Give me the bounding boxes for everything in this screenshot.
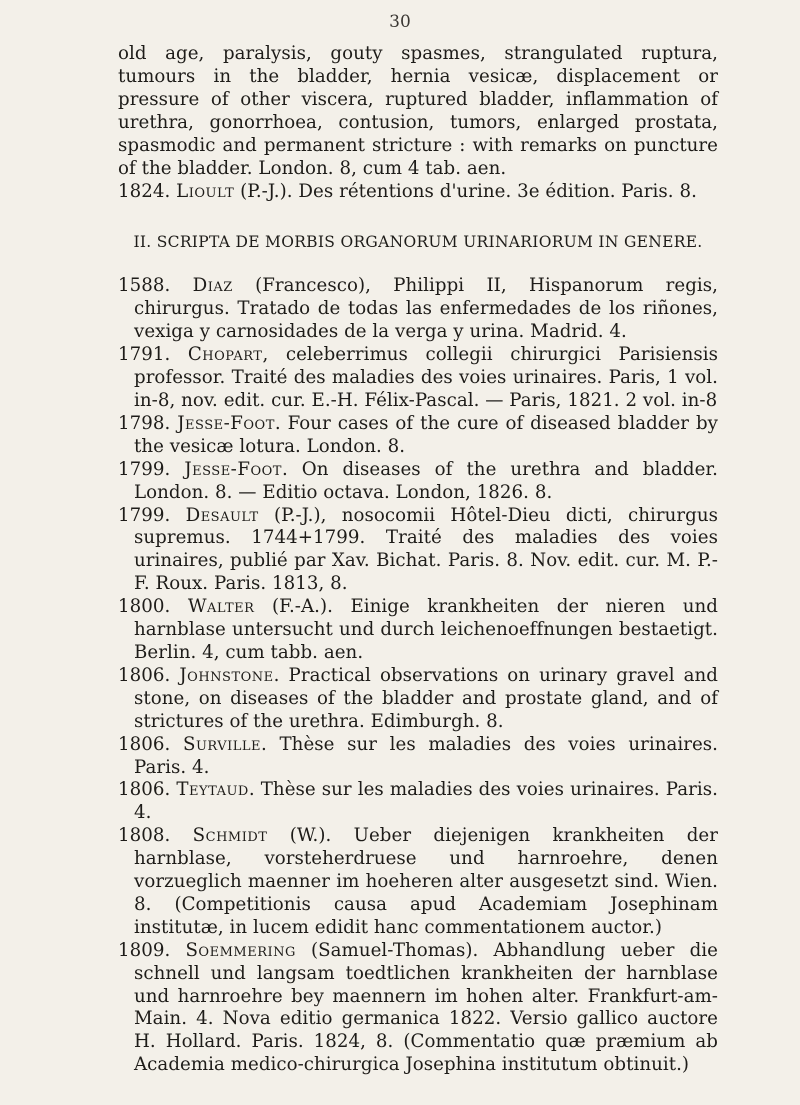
- entry-text: . Four cases of the cure of diseased bladder by the vesicæ lotura. London. 8.: [134, 412, 718, 457]
- entry-text: . Thèse sur les maladies des voies urinaires. Paris. 4.: [134, 733, 718, 778]
- bibliography-entry: [118, 181, 718, 204]
- entry-year: 1806.: [118, 733, 171, 755]
- bibliography-entry: [118, 734, 718, 780]
- entry-year: 1824.: [118, 180, 171, 202]
- bibliography-entry: [118, 413, 718, 459]
- entry-text: , celeberrimus collegii chirurgici Parisiensis professor. Traité des maladies des voies urinaires. Paris, 1 vol. in-8, nov. edit. cur. E.-H. Félix-Pascal. — Paris, 1821. 2 vol. in-8: [134, 344, 718, 411]
- entry-author: Teytaud: [176, 779, 249, 801]
- entry-text: . Practical observations on urinary gravel and stone, on diseases of the bladder and prostate gland, and of strictures of the urethra. Edimburgh. 8.: [134, 664, 718, 732]
- entry-author: Walter: [187, 596, 255, 618]
- entry-text: (P.-J.). Des rétentions d'urine. 3e édition. Paris. 8.: [234, 180, 697, 202]
- section-heading: [118, 233, 718, 251]
- entry-author: Soemmering: [185, 939, 296, 961]
- entry-author: Schmidt: [192, 825, 268, 847]
- entry-year: 1791.: [118, 344, 171, 366]
- bibliography-entry: [118, 275, 718, 344]
- section-numeral: II.: [133, 233, 152, 252]
- entry-year: 1806.: [118, 664, 171, 686]
- entry-text: (Francesco), Philippi II, Hispanorum regis, chirurgus. Tratado de todas las enfermedades de los riñones, vexiga y carnosidades de la verga y urina. Madrid. 4.: [134, 275, 718, 343]
- entry-author: Johnstone: [179, 664, 274, 686]
- page-number: 30: [389, 12, 411, 32]
- entry-text: . On diseases of the urethra and bladder. London. 8. — Editio octava. London, 1826. 8.: [134, 458, 718, 503]
- entry-author: Desault: [185, 504, 259, 526]
- page-body: [118, 42, 718, 1077]
- entry-text: (P.-J.), nosocomii Hôtel-Dieu dicti, chirurgus supremus. 1744+1799. Traité des maladies des voies urinaires, publié par Xav. Bichat. Paris. 8. Nov. edit. cur. M. P.-F. Roux. Paris. 1813, 8.: [134, 504, 718, 595]
- entry-author: Jesse-Foot: [177, 412, 275, 434]
- bibliography-entry: [118, 459, 718, 505]
- entry-author: Diaz: [192, 275, 233, 297]
- bibliography-entry: [118, 596, 718, 665]
- entry-author: Jesse-Foot: [184, 458, 282, 480]
- entry-year: 1799.: [118, 458, 171, 480]
- entry-year: 1808.: [118, 825, 171, 847]
- entry-year: 1800.: [118, 596, 171, 618]
- entry-text: (W.). Ueber diejenigen krankheiten der harnblase, vorsteherdruese und harnroehre, denen vorzueglich maenner im hoeheren alter ausgesetzt sind. Wien. 8. (Competitionis causa apud Academiam Josephinam institutæ, in lucem edidit hanc commentationem auctor.): [134, 825, 718, 938]
- bibliography-entry: [118, 505, 718, 597]
- entry-year: 1588.: [118, 275, 171, 297]
- continued-entry-text: old age, paralysis, gouty spasmes, strangulated ruptura, tumours in the bladder, hernia vesicæ, displacement or pressure of other viscera, ruptured bladder, inflammation of urethra, gonorrhoea, contusion, tumors, enlarged prostata, spasmodic and permanent stricture : with remarks on puncture of the bladder. London. 8, cum 4 tab. aen.: [118, 43, 718, 180]
- bibliography-entry: [118, 344, 718, 413]
- entry-text: (Samuel-Thomas). Abhandlung ueber die schnell und langsam toedtlichen krankheiten der harnblase und harnroehre bey maennern im hohen alter. Frankfurt-am-Main. 4. Nova editio germanica 1822. Versio gallico auctore H. Hollard. Paris. 1824, 8. (Commentatio quæ præmium ab Academia medico-chirurgica Josephina institutum obtinuit.): [134, 939, 718, 1076]
- bibliography-entry: [118, 665, 718, 734]
- entry-year: 1799.: [118, 504, 171, 526]
- entry-author: Lioult: [176, 180, 235, 202]
- entry-author: Surville: [182, 733, 262, 755]
- bibliography-entry: [118, 940, 718, 1077]
- section-title: SCRIPTA DE MORBIS ORGANORUM URINARIORUM IN GENERE.: [156, 233, 703, 252]
- bibliography-entry: [118, 825, 718, 940]
- bibliography-entry: [118, 779, 718, 825]
- entry-year: 1806.: [118, 779, 171, 801]
- entry-text: . Thèse sur les maladies des voies urinaires. Paris. 4.: [134, 779, 718, 824]
- entry-text: (F.-A.). Einige krankheiten der nieren und harnblase untersucht und durch leichenoeffnungen bestaetigt. Berlin. 4, cum tabb. aen.: [134, 596, 718, 663]
- entry-year: 1798.: [118, 412, 171, 434]
- entry-author: Chopart: [187, 344, 263, 366]
- entry-year: 1809.: [118, 939, 171, 961]
- bibliography-list: [118, 275, 718, 1077]
